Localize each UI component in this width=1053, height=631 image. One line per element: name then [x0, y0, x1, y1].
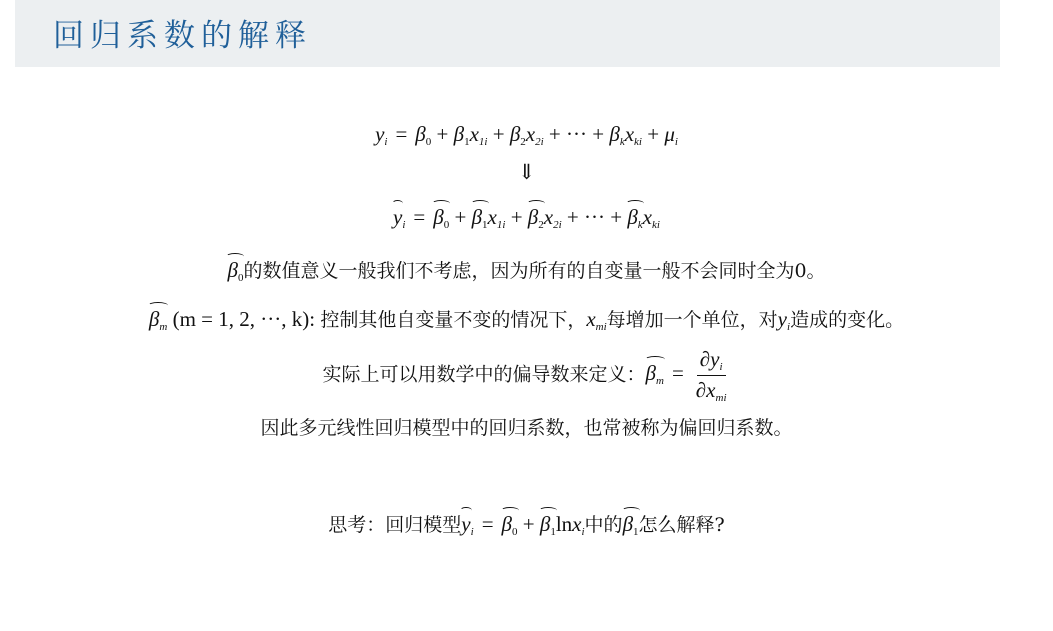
think-question: 思考：回归模型$y_i = \beta_0 + \beta_1\ln x_i$中的$\beta_1$怎么解释?: [328, 512, 725, 538]
betam-interpretation: $\beta_m$ (m = 1, 2, ···, k): 控制其他自变量不变的情况下，$x_{mi}$每增加一个单位，对$y_i$造成的变化。: [148, 307, 905, 333]
partial-regression-note: 因此多元线性回归模型中的回归系数，也常被称为偏回归系数。: [260, 417, 793, 439]
slide-header: [15, 0, 1000, 67]
population-regression-equation: $y_i = \beta_0 + \beta_1x_{1i} + \beta_2x_{2i}$ + ··· + $\beta_kx_{ki} + \mu_i$: [375, 122, 678, 148]
implies-arrow: ⇓: [517, 160, 536, 184]
page-title: 回归系数的解释: [53, 18, 312, 54]
sample-regression-equation: $y_i = \beta_0 + \beta_1x_{1i} + \beta_2x_{2i}$ + ··· + $\beta_kx_{ki}$: [393, 205, 660, 231]
beta0-interpretation: $\beta_0$的数值意义一般我们不考虑，因为所有的自变量一般不会同时全为0。: [227, 258, 826, 284]
partial-derivative-definition: 实际上可以用数学中的偏导数来定义：$\beta_m$ = $\frac{\partial y_i}{\partial x_{mi}}$: [322, 347, 727, 404]
